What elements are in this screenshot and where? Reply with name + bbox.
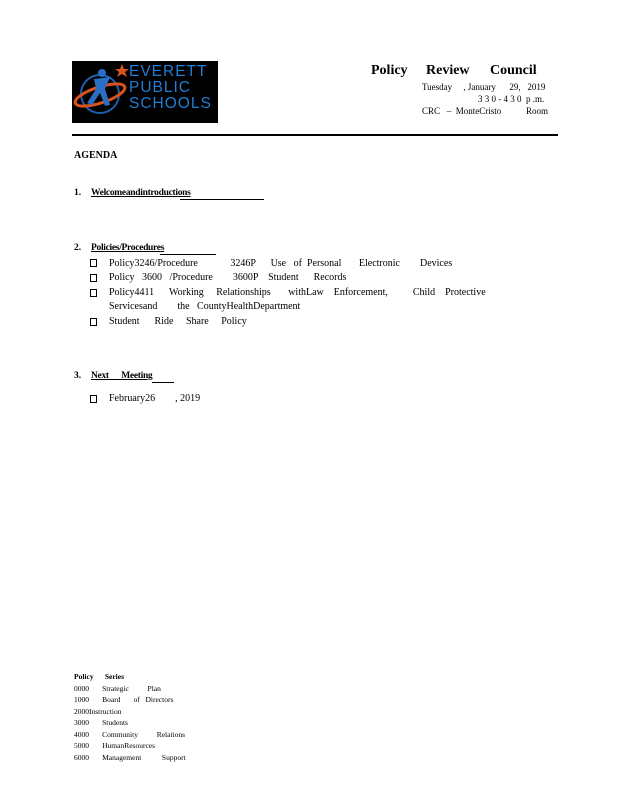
- section-1-number: 1.: [74, 188, 82, 198]
- section-2-underline: [160, 254, 216, 255]
- agenda-item: Student Ride Share Policy: [109, 316, 247, 327]
- title-word-2: Review: [426, 63, 470, 78]
- bullet-icon: [90, 274, 97, 284]
- policy-series-row: 0000 Strategic Plan: [74, 684, 161, 693]
- policy-series-row: 6000 Management Support: [74, 753, 186, 762]
- bullet-icon: [90, 318, 97, 328]
- next-meeting-date: February26 , 2019: [109, 393, 201, 404]
- agenda-item: Policy3246/Procedure 3246P Use of Personal Electronic Devices: [109, 258, 453, 269]
- title-word-3: Council: [490, 63, 537, 78]
- policy-series-heading: Policy Series: [74, 672, 124, 681]
- policy-series-row: 3000 Students: [74, 718, 128, 727]
- meeting-location: CRC – MonteCristo Room: [422, 106, 549, 116]
- bullet-icon: [90, 289, 97, 299]
- section-3-underline: [152, 382, 174, 383]
- logo-line-1: EVERETT: [129, 63, 208, 80]
- section-2-title: Policies/Procedures: [91, 243, 165, 253]
- district-logo: [72, 61, 218, 123]
- agenda-heading: AGENDA: [74, 150, 118, 161]
- section-1-title: Welcomeandintroductions: [91, 188, 191, 198]
- policy-series-row: 1000 Board of Directors: [74, 695, 174, 704]
- section-1-underline: [180, 199, 264, 200]
- section-2-number: 2.: [74, 243, 82, 253]
- bullet-icon: [90, 259, 97, 269]
- policy-series-row: 5000 HumanResources: [74, 741, 156, 750]
- logo-line-2: PUBLIC: [129, 79, 191, 96]
- agenda-item: Policy4411 Working Relationships withLaw Enforcement, Child Protective: [109, 287, 486, 298]
- meeting-time: 3 3 0 - 4 3 0 p .m.: [478, 94, 545, 104]
- agenda-item: Policy 3600 /Procedure 3600P Student Records: [109, 272, 347, 283]
- logo-line-3: SCHOOLS: [129, 95, 212, 112]
- agenda-item-continued: Servicesand the CountyHealthDepartment: [109, 301, 301, 312]
- header-divider: [72, 134, 558, 136]
- policy-series-row: 4000 Community Relations: [74, 730, 186, 739]
- title-word-1: Policy: [371, 63, 408, 78]
- bullet-icon: [90, 395, 97, 405]
- meeting-date: Tuesday , January 29, 2019: [422, 82, 546, 92]
- policy-series-row: 2000Instruction: [74, 707, 122, 716]
- section-3-title: Next Meeting: [91, 371, 153, 381]
- section-3-number: 3.: [74, 371, 82, 381]
